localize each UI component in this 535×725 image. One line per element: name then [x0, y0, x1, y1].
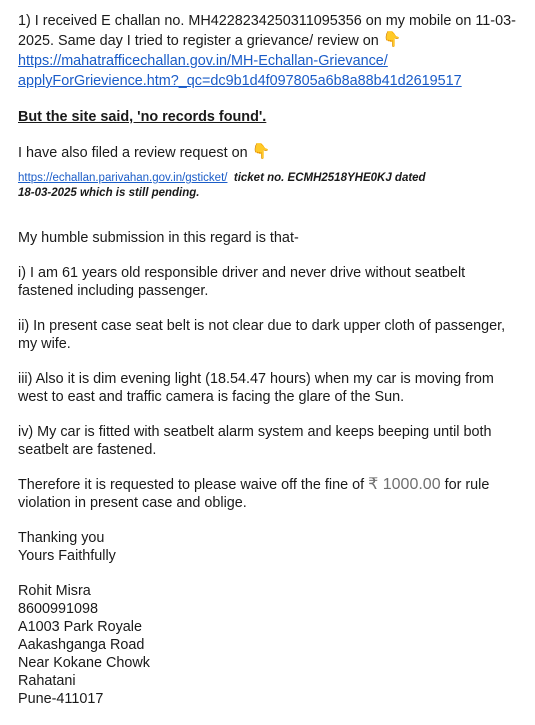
request-paragraph: Therefore it is requested to please waive off the fine of ₹ 1000.00 for rule violation in present case and oblige. — [18, 476, 490, 511]
point-i: i) I am 61 years old responsible driver and never drive without seatbelt fastened including passenger. — [18, 265, 466, 299]
site-said-heading: But the site said, 'no records found'. — [18, 109, 267, 125]
submission-intro: My humble submission in this regard is that- — [18, 230, 299, 246]
grievance-link[interactable]: https://mahatrafficechallan.gov.in/MH-Echallan-Grievance/ applyForGrievience.htm?_qc=dc9b1d4f097805a6b8a88b41d2619517 — [18, 53, 462, 89]
fine-amount: ₹ 1000.00 — [368, 476, 441, 493]
review-link[interactable]: https://echallan.parivahan.gov.in/gsticket/ — [18, 172, 228, 184]
review-request-text: I have also filed a review request on 👇 — [18, 143, 271, 161]
ticket-date: 18-03-2025 which is still pending. — [18, 187, 200, 199]
email-body — [18, 11, 518, 708]
closing-thanks: Thanking you — [18, 530, 105, 546]
ticket-info — [18, 171, 518, 201]
address-line: Rahatani — [18, 673, 76, 689]
pointing-down-icon: 👇 — [251, 143, 271, 160]
pointing-down-icon: 👇 — [382, 31, 402, 48]
paragraph-challan — [18, 11, 518, 91]
address-line: Pune-411017 — [18, 691, 104, 707]
signature-phone: 8600991098 — [18, 601, 99, 617]
closing-yours: Yours Faithfully — [18, 548, 116, 564]
signature-block — [18, 582, 518, 708]
address-line: A1003 Park Royale — [18, 619, 142, 635]
closing — [18, 529, 518, 565]
point-ii: ii) In present case seat belt is not clear due to dark upper cloth of passenger, my wife. — [18, 318, 506, 352]
point-iii: iii) Also it is dim evening light (18.54.47 hours) when my car is moving from west to east and traffic camera is facing the glare of the Sun. — [18, 371, 494, 405]
address-line: Near Kokane Chowk — [18, 655, 150, 671]
signature-name: Rohit Misra — [18, 583, 91, 599]
address-line: Aakashganga Road — [18, 637, 145, 653]
challan-text: 1) I received E challan no. MH4228234250311095356 on my mobile on 11-03-2025. Same day I tried to register a grievance/ review on — [18, 13, 516, 49]
ticket-number: ticket no. ECMH2518YHE0KJ dated — [233, 172, 426, 184]
point-iv: iv) My car is fitted with seatbelt alarm system and keeps beeping until both seatbelt are fastened. — [18, 424, 492, 458]
